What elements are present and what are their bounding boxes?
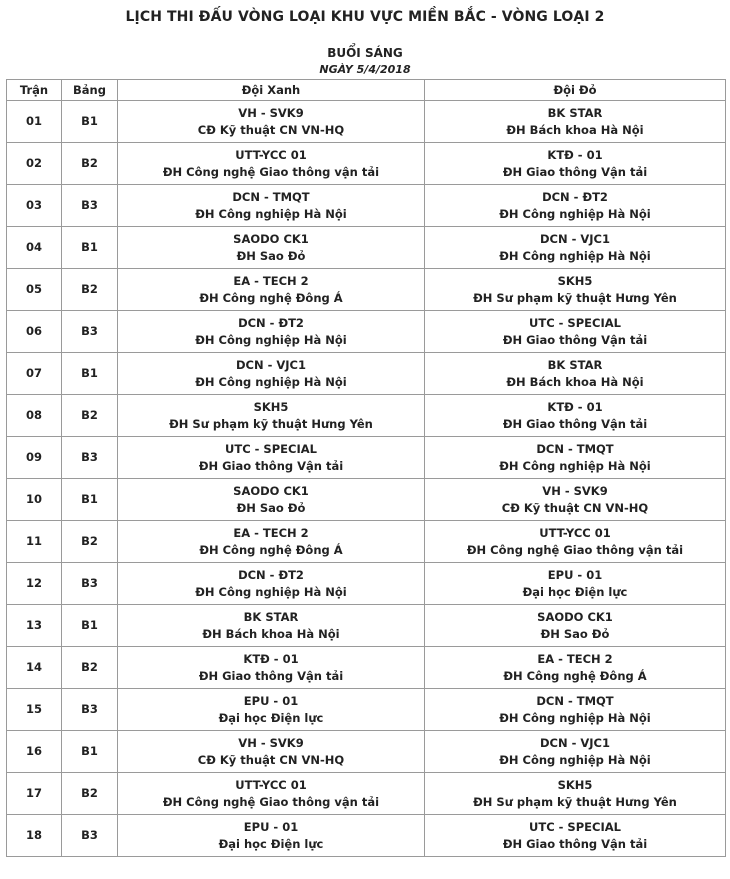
table-row [7, 689, 726, 731]
group-cell [62, 605, 118, 647]
red-team-cell [425, 353, 726, 395]
red-team-name: VH - SVK9 [542, 483, 608, 498]
table-row [7, 479, 726, 521]
group-name: B1 [81, 618, 98, 632]
red-team-name: DCN - ĐT2 [542, 189, 608, 204]
red-team-school: ĐH Công nghiệp Hà Nội [499, 248, 651, 263]
red-team-school: ĐH Công nghệ Đông Á [503, 668, 647, 683]
red-team-name: BK STAR [547, 357, 603, 372]
blue-team-name: VH - SVK9 [238, 105, 304, 120]
group-name: B2 [81, 156, 98, 170]
group-name: B1 [81, 240, 98, 254]
red-team-name: KTĐ - 01 [547, 399, 603, 414]
blue-team-name: DCN - ĐT2 [238, 567, 304, 582]
blue-team-school: ĐH Công nghiệp Hà Nội [195, 374, 347, 389]
red-team-cell [425, 185, 726, 227]
match-cell [7, 101, 62, 143]
red-team-name: EA - TECH 2 [537, 651, 613, 666]
session-label: BUỔI SÁNG [327, 46, 403, 60]
blue-team-name: SKH5 [253, 399, 289, 414]
blue-team-name: EPU - 01 [243, 693, 299, 708]
group-name: B3 [81, 702, 98, 716]
blue-team-cell [118, 647, 425, 689]
table-row [7, 269, 726, 311]
table-row [7, 185, 726, 227]
blue-team-name: DCN - VJC1 [235, 357, 306, 372]
blue-team-school: ĐH Sư phạm kỹ thuật Hưng Yên [169, 416, 373, 431]
red-team-school: ĐH Sư phạm kỹ thuật Hưng Yên [473, 794, 677, 809]
blue-team-school: ĐH Bách khoa Hà Nội [202, 626, 340, 641]
group-name: B3 [81, 324, 98, 338]
page-title: LỊCH THI ĐẤU VÒNG LOẠI KHU VỰC MIỀN BẮC - VÒNG LOẠI 2 [125, 9, 605, 25]
group-name: B1 [81, 114, 98, 128]
red-team-cell [425, 773, 726, 815]
red-team-cell [425, 227, 726, 269]
red-team-school: ĐH Giao thông Vận tải [502, 416, 648, 431]
red-team-cell [425, 395, 726, 437]
match-number: 17 [25, 786, 42, 800]
match-cell [7, 437, 62, 479]
group-cell [62, 437, 118, 479]
match-number: 07 [25, 366, 42, 380]
match-cell [7, 815, 62, 857]
match-number: 04 [25, 240, 42, 254]
blue-team-cell [118, 521, 425, 563]
header-blue-team: Đội Xanh [118, 80, 425, 101]
group-name: B3 [81, 198, 98, 212]
table-row [7, 437, 726, 479]
blue-team-name: DCN - TMQT [232, 189, 310, 204]
table-row [7, 353, 726, 395]
header-red-team: Đội Đỏ [425, 80, 726, 101]
match-cell [7, 689, 62, 731]
red-team-school: ĐH Công nghiệp Hà Nội [499, 752, 651, 767]
group-name: B3 [81, 450, 98, 464]
blue-team-cell [118, 185, 425, 227]
red-team-school: ĐH Bách khoa Hà Nội [506, 374, 644, 389]
blue-team-school: ĐH Giao thông Vận tải [198, 458, 344, 473]
red-team-cell [425, 689, 726, 731]
match-number: 03 [25, 198, 42, 212]
match-cell [7, 521, 62, 563]
red-team-school: CĐ Kỹ thuật CN VN-HQ [501, 500, 649, 515]
match-number: 08 [25, 408, 42, 422]
red-team-cell [425, 101, 726, 143]
blue-team-school: ĐH Công nghiệp Hà Nội [195, 332, 347, 347]
red-team-name: SKH5 [557, 273, 593, 288]
blue-team-school: ĐH Công nghệ Đông Á [199, 542, 343, 557]
match-cell [7, 353, 62, 395]
group-name: B2 [81, 408, 98, 422]
red-team-school: ĐH Giao thông Vận tải [502, 332, 648, 347]
red-team-name: SAODO CK1 [537, 609, 613, 624]
date-label: NGÀY 5/4/2018 [319, 63, 411, 76]
blue-team-school: ĐH Công nghệ Giao thông vận tải [162, 794, 380, 809]
blue-team-name: UTT-YCC 01 [235, 147, 307, 162]
header-group: Bảng [62, 80, 118, 101]
table-row [7, 521, 726, 563]
blue-team-school: Đại học Điện lực [218, 836, 324, 851]
group-cell [62, 479, 118, 521]
group-name: B1 [81, 492, 98, 506]
blue-team-name: UTC - SPECIAL [225, 441, 317, 456]
blue-team-school: ĐH Sao Đỏ [236, 248, 306, 263]
group-cell [62, 731, 118, 773]
blue-team-cell [118, 395, 425, 437]
match-number: 01 [25, 114, 42, 128]
red-team-cell [425, 143, 726, 185]
blue-team-name: BK STAR [243, 609, 299, 624]
group-cell [62, 563, 118, 605]
red-team-name: DCN - VJC1 [539, 231, 610, 246]
blue-team-name: EA - TECH 2 [233, 525, 309, 540]
table-row [7, 773, 726, 815]
red-team-name: DCN - TMQT [536, 693, 614, 708]
red-team-school: Đại học Điện lực [522, 584, 628, 599]
blue-team-cell [118, 689, 425, 731]
blue-team-name: SAODO CK1 [233, 231, 309, 246]
table-row [7, 647, 726, 689]
red-team-school: ĐH Giao thông Vận tải [502, 836, 648, 851]
blue-team-cell [118, 563, 425, 605]
match-cell [7, 395, 62, 437]
blue-team-name: KTĐ - 01 [243, 651, 299, 666]
blue-team-school: ĐH Công nghệ Giao thông vận tải [162, 164, 380, 179]
group-cell [62, 395, 118, 437]
red-team-cell [425, 479, 726, 521]
red-team-name: DCN - VJC1 [539, 735, 610, 750]
blue-team-cell [118, 773, 425, 815]
red-team-school: ĐH Công nghiệp Hà Nội [499, 710, 651, 725]
match-cell [7, 269, 62, 311]
group-cell [62, 101, 118, 143]
red-team-name: EPU - 01 [547, 567, 603, 582]
red-team-name: DCN - TMQT [536, 441, 614, 456]
red-team-cell [425, 311, 726, 353]
match-number: 13 [25, 618, 42, 632]
red-team-cell [425, 269, 726, 311]
match-number: 09 [25, 450, 42, 464]
match-cell [7, 563, 62, 605]
red-team-cell [425, 815, 726, 857]
group-cell [62, 521, 118, 563]
blue-team-cell [118, 101, 425, 143]
red-team-cell [425, 521, 726, 563]
red-team-cell [425, 731, 726, 773]
table-row [7, 731, 726, 773]
table-row [7, 227, 726, 269]
blue-team-cell [118, 227, 425, 269]
schedule-table [6, 79, 726, 857]
blue-team-cell [118, 731, 425, 773]
blue-team-school: CĐ Kỹ thuật CN VN-HQ [197, 752, 345, 767]
match-cell [7, 227, 62, 269]
red-team-school: ĐH Công nghiệp Hà Nội [499, 206, 651, 221]
table-row [7, 395, 726, 437]
blue-team-school: ĐH Công nghiệp Hà Nội [195, 584, 347, 599]
group-name: B3 [81, 828, 98, 842]
group-cell [62, 269, 118, 311]
red-team-cell [425, 647, 726, 689]
group-cell [62, 815, 118, 857]
group-cell [62, 353, 118, 395]
red-team-school: ĐH Công nghiệp Hà Nội [499, 458, 651, 473]
match-number: 18 [25, 828, 42, 842]
group-cell [62, 185, 118, 227]
blue-team-name: EA - TECH 2 [233, 273, 309, 288]
red-team-name: UTC - SPECIAL [529, 315, 621, 330]
red-team-name: SKH5 [557, 777, 593, 792]
group-cell [62, 773, 118, 815]
blue-team-school: ĐH Công nghệ Đông Á [199, 290, 343, 305]
red-team-name: UTC - SPECIAL [529, 819, 621, 834]
group-cell [62, 311, 118, 353]
blue-team-cell [118, 815, 425, 857]
blue-team-cell [118, 143, 425, 185]
group-cell [62, 143, 118, 185]
red-team-cell [425, 437, 726, 479]
match-cell [7, 479, 62, 521]
group-name: B2 [81, 534, 98, 548]
match-cell [7, 647, 62, 689]
group-cell [62, 647, 118, 689]
blue-team-school: ĐH Giao thông Vận tải [198, 668, 344, 683]
table-row [7, 311, 726, 353]
blue-team-school: ĐH Sao Đỏ [236, 500, 306, 515]
match-number: 02 [25, 156, 42, 170]
match-cell [7, 185, 62, 227]
header-match: Trận [7, 80, 62, 101]
red-team-cell [425, 605, 726, 647]
red-team-school: ĐH Giao thông Vận tải [502, 164, 648, 179]
blue-team-name: VH - SVK9 [238, 735, 304, 750]
group-name: B1 [81, 366, 98, 380]
table-row [7, 143, 726, 185]
table-row [7, 101, 726, 143]
blue-team-name: UTT-YCC 01 [235, 777, 307, 792]
match-number: 14 [25, 660, 42, 674]
blue-team-cell [118, 605, 425, 647]
red-team-cell [425, 563, 726, 605]
match-number: 05 [25, 282, 42, 296]
group-name: B2 [81, 282, 98, 296]
match-number: 06 [25, 324, 42, 338]
blue-team-name: EPU - 01 [243, 819, 299, 834]
group-name: B2 [81, 786, 98, 800]
match-cell [7, 773, 62, 815]
header-row [7, 80, 726, 101]
group-cell [62, 689, 118, 731]
blue-team-cell [118, 269, 425, 311]
red-team-school: ĐH Sao Đỏ [540, 626, 610, 641]
match-cell [7, 311, 62, 353]
blue-team-cell [118, 479, 425, 521]
group-name: B3 [81, 576, 98, 590]
match-cell [7, 143, 62, 185]
blue-team-school: CĐ Kỹ thuật CN VN-HQ [197, 122, 345, 137]
red-team-name: UTT-YCC 01 [539, 525, 611, 540]
red-team-name: BK STAR [547, 105, 603, 120]
match-cell [7, 605, 62, 647]
red-team-school: ĐH Bách khoa Hà Nội [506, 122, 644, 137]
match-number: 12 [25, 576, 42, 590]
blue-team-school: ĐH Công nghiệp Hà Nội [195, 206, 347, 221]
table-row [7, 563, 726, 605]
match-cell [7, 731, 62, 773]
match-number: 16 [25, 744, 42, 758]
group-cell [62, 227, 118, 269]
blue-team-school: Đại học Điện lực [218, 710, 324, 725]
match-number: 11 [25, 534, 42, 548]
red-team-school: ĐH Công nghệ Giao thông vận tải [466, 542, 684, 557]
red-team-name: KTĐ - 01 [547, 147, 603, 162]
blue-team-cell [118, 353, 425, 395]
red-team-school: ĐH Sư phạm kỹ thuật Hưng Yên [473, 290, 677, 305]
table-row [7, 815, 726, 857]
group-name: B2 [81, 660, 98, 674]
group-name: B1 [81, 744, 98, 758]
blue-team-name: SAODO CK1 [233, 483, 309, 498]
blue-team-name: DCN - ĐT2 [238, 315, 304, 330]
table-row [7, 605, 726, 647]
blue-team-cell [118, 437, 425, 479]
blue-team-cell [118, 311, 425, 353]
match-number: 15 [25, 702, 42, 716]
match-number: 10 [25, 492, 42, 506]
